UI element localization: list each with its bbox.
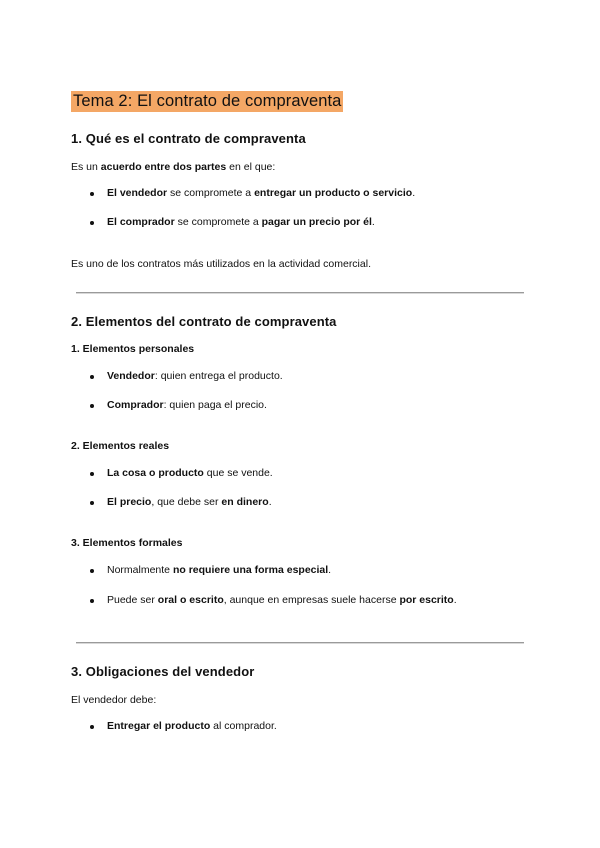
bullet-icon [90, 599, 94, 603]
section-1-closing: Es uno de los contratos más utilizados en la actividad comercial. [71, 258, 371, 270]
bullet-icon [90, 472, 94, 476]
section-1-intro: Es un acuerdo entre dos partes en el que: [71, 161, 276, 173]
section-2-heading: 2. Elementos del contrato de compraventa [71, 314, 337, 329]
subsection-heading: 3. Elementos formales [71, 537, 183, 549]
bullet-icon [90, 725, 94, 729]
section-3-intro: El vendedor debe: [71, 694, 157, 706]
divider [76, 292, 524, 294]
bullet-icon [90, 404, 94, 408]
document-page: Tema 2: El contrato de compraventa 1. Qué es el contrato de compraventa Es un acuerdo entre dos partes en el que: El vendedor se compromete a entregar un producto o servicio. El comprador se compromete a pagar un precio por él. Es uno de los contratos más utilizados en la actividad comercial. 2. Elementos del contrato de compraventa 1. Elementos personales Vendedor: quien entrega el producto. Comprador: quien paga el precio. 2. Elementos reales La cosa o producto que se vende. El precio, que debe ser en dinero. 3. Elementos formales Normalmente no requiere una forma especial. Puede ser oral o escrito, aunque en empresas suele hacerse por escrito. 3. Obligaciones del vendedor El vendedor debe: Entregar el producto al comprador. [0, 0, 600, 848]
title-block [71, 91, 343, 112]
bullet-icon [90, 569, 94, 573]
section-3-heading: 3. Obligaciones del vendedor [71, 664, 255, 679]
divider [76, 642, 524, 644]
bullet-icon [90, 375, 94, 379]
section-1-heading: 1. Qué es el contrato de compraventa [71, 131, 306, 146]
subsection-heading: 2. Elementos reales [71, 440, 170, 452]
document-title: Tema 2: El contrato de compraventa [73, 92, 342, 110]
bullet-icon [90, 192, 94, 196]
bullet-icon [90, 221, 94, 225]
bullet-icon [90, 501, 94, 505]
subsection-heading: 1. Elementos personales [71, 343, 195, 355]
